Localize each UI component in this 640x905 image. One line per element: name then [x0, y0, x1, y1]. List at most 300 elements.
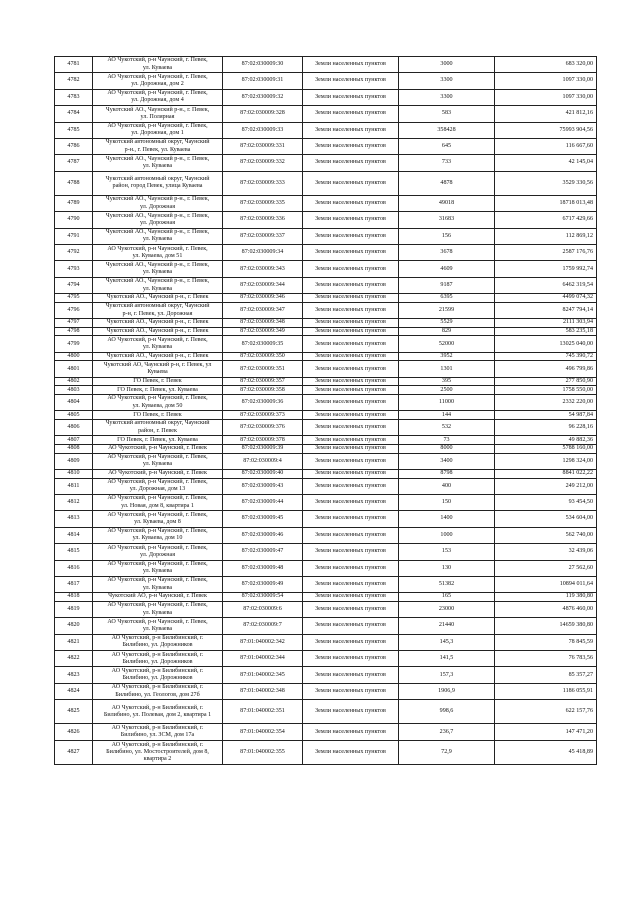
row-number: 4788	[55, 171, 93, 195]
cadastral-value-cell: 534 604,00	[495, 511, 597, 527]
area-cell: 141,5	[399, 651, 495, 667]
table-row	[55, 511, 597, 527]
land-category-cell: Земли населенных пунктов	[303, 478, 399, 494]
cadastral-value-cell: 18718 013,48	[495, 195, 597, 211]
land-category-cell: Земли населенных пунктов	[303, 352, 399, 361]
address-cell: АО Чукотский, р-н Чаунский, г. Певек, ул. Дорожная	[93, 544, 223, 560]
land-category-cell: Земли населенных пунктов	[303, 122, 399, 138]
area-cell: 3952	[399, 352, 495, 361]
address-cell: Чукотский автономный округ, Чаунский р-н., г. Певек, ул. Куваева	[93, 138, 223, 154]
cadastral-number-cell: 87:02:030009:333	[223, 171, 303, 195]
table-body	[55, 57, 597, 765]
land-category-cell: Земли населенных пунктов	[303, 106, 399, 122]
address-cell: Чукотский АО., Чаунский р-н., г. Певек	[93, 294, 223, 303]
table-row	[55, 544, 597, 560]
address-cell: АО Чукотский, р-н Чаунский, г. Певек, ул. Куваева, дом 10	[93, 527, 223, 543]
area-cell: 9187	[399, 277, 495, 293]
cadastral-value-cell: 96 228,16	[495, 419, 597, 435]
row-number: 4808	[55, 444, 93, 453]
table-row	[55, 395, 597, 411]
cadastral-number-cell: 87:02:030009:39	[223, 444, 303, 453]
cadastral-value-cell: 10894 011,64	[495, 576, 597, 592]
land-category-cell: Земли населенных пунктов	[303, 724, 399, 740]
cadastral-number-cell: 87:02:030009:378	[223, 436, 303, 445]
table-row	[55, 419, 597, 435]
row-number: 4792	[55, 245, 93, 261]
row-number: 4818	[55, 593, 93, 602]
row-number: 4784	[55, 106, 93, 122]
cadastral-value-cell: 75993 904,56	[495, 122, 597, 138]
row-number: 4803	[55, 386, 93, 395]
area-cell: 5529	[399, 319, 495, 328]
table-row	[55, 195, 597, 211]
cadastral-value-cell: 4876 460,00	[495, 601, 597, 617]
table-row	[55, 212, 597, 228]
row-number: 4826	[55, 724, 93, 740]
row-number: 4798	[55, 327, 93, 336]
cadastral-value-cell: 27 562,60	[495, 560, 597, 576]
land-category-cell: Земли населенных пунктов	[303, 361, 399, 377]
address-cell: АО Чукотский, р-н Билибинский, г. Билибино, ул. Дорожников	[93, 634, 223, 650]
address-cell: Чукотский АО., Чаунский р-н., г. Певек, ул. Куваева	[93, 277, 223, 293]
cadastral-number-cell: 87:02:030009:343	[223, 261, 303, 277]
address-cell: АО Чукотский, р-н Чаунский, г. Певек, ул. Куваева	[93, 560, 223, 576]
row-number: 4820	[55, 618, 93, 634]
area-cell: 4609	[399, 261, 495, 277]
cadastral-number-cell: 87:02:030009:350	[223, 352, 303, 361]
area-cell: 583	[399, 106, 495, 122]
address-cell: АО Чукотский, р-н Чаунский, г. Певек, ул. Куваева, дом 51	[93, 245, 223, 261]
row-number: 4787	[55, 155, 93, 171]
cadastral-value-cell: 5788 160,00	[495, 444, 597, 453]
land-category-cell: Земли населенных пунктов	[303, 436, 399, 445]
row-number: 4799	[55, 336, 93, 352]
cadastral-value-cell: 1097 330,00	[495, 89, 597, 105]
cadastral-value-cell: 8247 794,14	[495, 302, 597, 318]
cadastral-value-cell: 4499 074,32	[495, 294, 597, 303]
land-category-cell: Земли населенных пунктов	[303, 395, 399, 411]
cadastral-number-cell: 87:01:040002:348	[223, 683, 303, 699]
table-row	[55, 700, 597, 724]
table-row	[55, 294, 597, 303]
land-category-cell: Земли населенных пунктов	[303, 261, 399, 277]
area-cell: 1906,9	[399, 683, 495, 699]
cadastral-value-cell: 3529 330,56	[495, 171, 597, 195]
cadastral-value-cell: 45 418,89	[495, 740, 597, 764]
row-number: 4793	[55, 261, 93, 277]
cadastral-number-cell: 87:01:040002:344	[223, 651, 303, 667]
table-row	[55, 89, 597, 105]
area-cell: 73	[399, 436, 495, 445]
land-category-cell: Земли населенных пунктов	[303, 700, 399, 724]
area-cell: 3400	[399, 453, 495, 469]
table-row	[55, 122, 597, 138]
area-cell: 3300	[399, 73, 495, 89]
land-category-cell: Земли населенных пунктов	[303, 411, 399, 420]
area-cell: 144	[399, 411, 495, 420]
address-cell: АО Чукотский, р-н Билибинский, г. Билибино, ул. ЗСМ, дом 17а	[93, 724, 223, 740]
table-row	[55, 73, 597, 89]
cadastral-value-cell: 6717 429,66	[495, 212, 597, 228]
address-cell: Чукотский автономный округ, Чаунский р-н, г. Певек, ул. Дорожная	[93, 302, 223, 318]
cadastral-number-cell: 87:02:030009:34	[223, 245, 303, 261]
cadastral-number-cell: 87:02:030009:45	[223, 511, 303, 527]
cadastral-value-cell: 683 320,00	[495, 57, 597, 73]
area-cell: 6395	[399, 294, 495, 303]
cadastral-value-cell: 14659 380,80	[495, 618, 597, 634]
table-row	[55, 261, 597, 277]
area-cell: 8000	[399, 444, 495, 453]
cadastral-number-cell: 87:01:040002:351	[223, 700, 303, 724]
row-number: 4823	[55, 667, 93, 683]
area-cell: 532	[399, 419, 495, 435]
land-category-cell: Земли населенных пунктов	[303, 138, 399, 154]
area-cell: 153	[399, 544, 495, 560]
cadastral-number-cell: 87:01:040002:345	[223, 667, 303, 683]
row-number: 4822	[55, 651, 93, 667]
cadastral-value-cell: 78 845,59	[495, 634, 597, 650]
table-row	[55, 228, 597, 244]
area-cell: 72,9	[399, 740, 495, 764]
land-category-cell: Земли населенных пунктов	[303, 89, 399, 105]
cadastral-value-cell: 2111 303,94	[495, 319, 597, 328]
land-category-cell: Земли населенных пунктов	[303, 386, 399, 395]
table-row	[55, 494, 597, 510]
address-cell: АО Чукотский, р-н Чаунский, г. Певек	[93, 469, 223, 478]
address-cell: Чукотский АО., Чаунский р-н., г. Певек, ул. Полярная	[93, 106, 223, 122]
area-cell: 2500	[399, 386, 495, 395]
land-category-cell: Земли населенных пунктов	[303, 419, 399, 435]
area-cell: 400	[399, 478, 495, 494]
row-number: 4790	[55, 212, 93, 228]
address-cell: АО Чукотский, р-н Чаунский, г. Певек, ул. Новая, дом 8, квартира 1	[93, 494, 223, 510]
row-number: 4824	[55, 683, 93, 699]
row-number: 4800	[55, 352, 93, 361]
cadastral-value-cell: 2332 220,00	[495, 395, 597, 411]
address-cell: АО Чукотский, р-н Билибинский, г. Билибино, ул. Дорожников	[93, 667, 223, 683]
cadastral-value-cell: 249 212,00	[495, 478, 597, 494]
row-number: 4791	[55, 228, 93, 244]
address-cell: АО Чукотский, р-н Чаунский, г. Певек, ул. Куваева	[93, 618, 223, 634]
address-cell: АО Чукотский, р-н Билибинский, г. Билибино, ул. Дорожников	[93, 651, 223, 667]
area-cell: 1000	[399, 527, 495, 543]
row-number: 4821	[55, 634, 93, 650]
table-row	[55, 411, 597, 420]
area-cell: 3000	[399, 57, 495, 73]
land-category-cell: Земли населенных пунктов	[303, 294, 399, 303]
area-cell: 1301	[399, 361, 495, 377]
land-category-cell: Земли населенных пунктов	[303, 453, 399, 469]
row-number: 4812	[55, 494, 93, 510]
cadastral-number-cell: 87:02:030009:328	[223, 106, 303, 122]
table-row	[55, 618, 597, 634]
area-cell: 829	[399, 327, 495, 336]
row-number: 4782	[55, 73, 93, 89]
table-row	[55, 436, 597, 445]
cadastral-value-cell: 1097 330,00	[495, 73, 597, 89]
cadastral-value-cell: 1298 324,00	[495, 453, 597, 469]
address-cell: Чукотский АО., Чаунский р-н., г. Певек	[93, 319, 223, 328]
cadastral-number-cell: 87:02:030009:351	[223, 361, 303, 377]
cadastral-value-cell: 496 799,86	[495, 361, 597, 377]
row-number: 4785	[55, 122, 93, 138]
row-number: 4816	[55, 560, 93, 576]
address-cell: АО Чукотский, р-н Билибинский, г. Билибино, ул. Полевая, дом 2, квартира 1	[93, 700, 223, 724]
address-cell: АО Чукотский, р-н Чаунский, г. Певек, ул. Куваева	[93, 601, 223, 617]
cadastral-number-cell: 87:02:030009:6	[223, 601, 303, 617]
cadastral-number-cell: 87:02:030009:47	[223, 544, 303, 560]
address-cell: АО Чукотский, р-н Чаунский, г. Певек, ул. Дорожная, дом 4	[93, 89, 223, 105]
cadastral-number-cell: 87:02:030009:336	[223, 212, 303, 228]
land-category-cell: Земли населенных пунктов	[303, 593, 399, 602]
cadastral-value-cell: 277 850,90	[495, 377, 597, 386]
cadastral-value-cell: 116 667,60	[495, 138, 597, 154]
cadastral-number-cell: 87:02:030009:48	[223, 560, 303, 576]
cadastral-number-cell: 87:02:030009:349	[223, 327, 303, 336]
land-category-cell: Земли населенных пунктов	[303, 336, 399, 352]
table-row	[55, 560, 597, 576]
cadastral-number-cell: 87:02:030009:357	[223, 377, 303, 386]
cadastral-number-cell: 87:02:030009:337	[223, 228, 303, 244]
land-category-cell: Земли населенных пунктов	[303, 444, 399, 453]
table-row	[55, 377, 597, 386]
table-row	[55, 155, 597, 171]
table-row	[55, 601, 597, 617]
cadastral-value-cell: 2587 176,76	[495, 245, 597, 261]
area-cell: 733	[399, 155, 495, 171]
row-number: 4819	[55, 601, 93, 617]
cadastral-number-cell: 87:02:030009:44	[223, 494, 303, 510]
address-cell: АО Чукотский, р-н Билибинский, г. Билибино, ул. Мостостроителей, дом 8, квартира 2	[93, 740, 223, 764]
land-category-cell: Земли населенных пунктов	[303, 212, 399, 228]
cadastral-number-cell: 87:02:030009:347	[223, 302, 303, 318]
land-category-cell: Земли населенных пунктов	[303, 73, 399, 89]
address-cell: АО Чукотский, р-н Чаунский, г. Певек, ул. Куваева, дом 8	[93, 511, 223, 527]
cadastral-number-cell: 87:02:030009:376	[223, 419, 303, 435]
address-cell: Чукотский АО., Чаунский р-н., г. Певек, ул. Куваева	[93, 228, 223, 244]
cadastral-value-cell: 562 740,00	[495, 527, 597, 543]
land-category-cell: Земли населенных пунктов	[303, 544, 399, 560]
address-cell: Чукотский автономный округ, Чаунский район, г. Певек	[93, 419, 223, 435]
land-category-cell: Земли населенных пунктов	[303, 618, 399, 634]
cadastral-number-cell: 87:02:030009:4	[223, 453, 303, 469]
land-category-cell: Земли населенных пунктов	[303, 302, 399, 318]
row-number: 4801	[55, 361, 93, 377]
area-cell: 49018	[399, 195, 495, 211]
cadastral-value-cell: 1186 055,91	[495, 683, 597, 699]
address-cell: Чукотский АО., Чаунский р-н., г. Певек, ул. Куваева	[93, 155, 223, 171]
table-row	[55, 336, 597, 352]
table-row	[55, 724, 597, 740]
cadastral-value-cell: 745 390,72	[495, 352, 597, 361]
cadastral-value-cell: 54 987,84	[495, 411, 597, 420]
address-cell: ГО Певек, г. Певек, ул. Куваева	[93, 386, 223, 395]
area-cell: 51382	[399, 576, 495, 592]
land-category-cell: Земли населенных пунктов	[303, 469, 399, 478]
cadastral-value-cell: 112 869,12	[495, 228, 597, 244]
table-row	[55, 57, 597, 73]
cadastral-number-cell: 87:02:030009:31	[223, 73, 303, 89]
area-cell: 156	[399, 228, 495, 244]
table-row	[55, 106, 597, 122]
area-cell: 52000	[399, 336, 495, 352]
row-number: 4781	[55, 57, 93, 73]
cadastral-value-cell: 6462 319,54	[495, 277, 597, 293]
table-row	[55, 302, 597, 318]
area-cell: 1400	[399, 511, 495, 527]
area-cell: 11000	[399, 395, 495, 411]
row-number: 4807	[55, 436, 93, 445]
cadastral-number-cell: 87:02:030009:344	[223, 277, 303, 293]
area-cell: 21599	[399, 302, 495, 318]
row-number: 4789	[55, 195, 93, 211]
address-cell: АО Чукотский, р-н Билибинский, г. Билибино, ул. Геологов, дом 27б	[93, 683, 223, 699]
land-category-cell: Земли населенных пунктов	[303, 195, 399, 211]
row-number: 4825	[55, 700, 93, 724]
address-cell: АО Чукотский, р-н Чаунский, г. Певек, ул. Дорожная, дом 1	[93, 122, 223, 138]
area-cell: 645	[399, 138, 495, 154]
row-number: 4815	[55, 544, 93, 560]
address-cell: АО Чукотский, р-н Чаунский, г. Певек, ул. Куваева, дом 50	[93, 395, 223, 411]
address-cell: Чукотский АО., Чаунский р-н., г. Певек, ул. Куваева	[93, 261, 223, 277]
table-row	[55, 361, 597, 377]
row-number: 4804	[55, 395, 93, 411]
land-category-cell: Земли населенных пунктов	[303, 683, 399, 699]
cadastral-number-cell: 87:02:030009:43	[223, 478, 303, 494]
cadastral-value-cell: 583 235,18	[495, 327, 597, 336]
cadastral-number-cell: 87:02:030009:40	[223, 469, 303, 478]
cadastral-value-cell: 32 439,06	[495, 544, 597, 560]
cadastral-value-cell: 1758 550,00	[495, 386, 597, 395]
table-row	[55, 651, 597, 667]
cadastral-number-cell: 87:02:030009:7	[223, 618, 303, 634]
table-row	[55, 634, 597, 650]
cadastral-number-cell: 87:02:030009:331	[223, 138, 303, 154]
address-cell: Чукотский АО., Чаунский р-н., г. Певек	[93, 352, 223, 361]
address-cell: ГО Певек, г. Певек, ул. Куваева	[93, 436, 223, 445]
area-cell: 21440	[399, 618, 495, 634]
cadastral-number-cell: 87:01:040002:354	[223, 724, 303, 740]
cadastral-value-cell: 147 471,20	[495, 724, 597, 740]
area-cell: 23000	[399, 601, 495, 617]
row-number: 4802	[55, 377, 93, 386]
table-row	[55, 667, 597, 683]
address-cell: Чукотский АО, Чаунский р-н, г. Певек, ул Куваева	[93, 361, 223, 377]
table-row	[55, 245, 597, 261]
address-cell: АО Чукотский, р-н Чаунский, г. Певек, ул. Дорожная, дом 2	[93, 73, 223, 89]
registry-sheet	[54, 56, 596, 765]
cadastral-number-cell: 87:02:030009:49	[223, 576, 303, 592]
land-plots-table	[54, 56, 597, 765]
land-category-cell: Земли населенных пунктов	[303, 228, 399, 244]
row-number: 4783	[55, 89, 93, 105]
row-number: 4817	[55, 576, 93, 592]
area-cell: 3300	[399, 89, 495, 105]
land-category-cell: Земли населенных пунктов	[303, 494, 399, 510]
cadastral-number-cell: 87:02:030009:346	[223, 294, 303, 303]
table-row	[55, 740, 597, 764]
table-row	[55, 138, 597, 154]
land-category-cell: Земли населенных пунктов	[303, 560, 399, 576]
area-cell: 130	[399, 560, 495, 576]
row-number: 4805	[55, 411, 93, 420]
address-cell: ГО Певек, г. Певек	[93, 377, 223, 386]
address-cell: АО Чукотский, р-н Чаунский, г. Певек, ул. Куваева	[93, 576, 223, 592]
cadastral-number-cell: 87:02:030009:335	[223, 195, 303, 211]
cadastral-value-cell: 421 812,16	[495, 106, 597, 122]
cadastral-value-cell: 622 157,76	[495, 700, 597, 724]
land-category-cell: Земли населенных пунктов	[303, 277, 399, 293]
table-row	[55, 527, 597, 543]
table-row	[55, 453, 597, 469]
table-row	[55, 386, 597, 395]
cadastral-value-cell: 119 380,80	[495, 593, 597, 602]
land-category-cell: Земли населенных пунктов	[303, 327, 399, 336]
land-category-cell: Земли населенных пунктов	[303, 651, 399, 667]
address-cell: Чукотский АО, р-н Чаунский, г. Певек	[93, 593, 223, 602]
row-number: 4810	[55, 469, 93, 478]
area-cell: 3678	[399, 245, 495, 261]
land-category-cell: Земли населенных пунктов	[303, 155, 399, 171]
area-cell: 145,3	[399, 634, 495, 650]
address-cell: Чукотский автономный округ, Чаунский район, город Певек, улица Куваева	[93, 171, 223, 195]
table-row	[55, 171, 597, 195]
cadastral-value-cell: 1759 992,74	[495, 261, 597, 277]
area-cell: 150	[399, 494, 495, 510]
cadastral-number-cell: 87:02:030009:54	[223, 593, 303, 602]
area-cell: 395	[399, 377, 495, 386]
land-category-cell: Земли населенных пунктов	[303, 511, 399, 527]
row-number: 4794	[55, 277, 93, 293]
row-number: 4811	[55, 478, 93, 494]
cadastral-value-cell: 85 357,27	[495, 667, 597, 683]
row-number: 4786	[55, 138, 93, 154]
land-category-cell: Земли населенных пунктов	[303, 171, 399, 195]
table-row	[55, 319, 597, 328]
cadastral-number-cell: 87:02:030009:348	[223, 319, 303, 328]
address-cell: АО Чукотский, р-н Чаунский, г. Певек, ул. Дорожная, дом 13	[93, 478, 223, 494]
address-cell: ГО Певек, г. Певек	[93, 411, 223, 420]
cadastral-value-cell: 49 882,36	[495, 436, 597, 445]
land-category-cell: Земли населенных пунктов	[303, 527, 399, 543]
row-number: 4813	[55, 511, 93, 527]
address-cell: Чукотский АО., Чаунский р-н., г. Певек, ул. Дорожная	[93, 212, 223, 228]
land-category-cell: Земли населенных пунктов	[303, 601, 399, 617]
area-cell: 157,3	[399, 667, 495, 683]
table-row	[55, 478, 597, 494]
land-category-cell: Земли населенных пунктов	[303, 57, 399, 73]
table-row	[55, 593, 597, 602]
table-row	[55, 576, 597, 592]
land-category-cell: Земли населенных пунктов	[303, 377, 399, 386]
table-row	[55, 683, 597, 699]
cadastral-number-cell: 87:02:030009:36	[223, 395, 303, 411]
table-row	[55, 327, 597, 336]
address-cell: АО Чукотский, р-н Чаунский, г. Певек	[93, 444, 223, 453]
cadastral-number-cell: 87:02:030009:35	[223, 336, 303, 352]
cadastral-number-cell: 87:02:030009:373	[223, 411, 303, 420]
row-number: 4796	[55, 302, 93, 318]
table-row	[55, 444, 597, 453]
land-category-cell: Земли населенных пунктов	[303, 319, 399, 328]
address-cell: АО Чукотский, р-н Чаунский, г. Певек, ул. Куваева	[93, 336, 223, 352]
cadastral-number-cell: 87:02:030009:358	[223, 386, 303, 395]
cadastral-number-cell: 87:01:040002:355	[223, 740, 303, 764]
table-row	[55, 277, 597, 293]
cadastral-number-cell: 87:02:030009:332	[223, 155, 303, 171]
cadastral-value-cell: 13025 040,00	[495, 336, 597, 352]
address-cell: АО Чукотский, р-н Чаунский, г. Певек, ул. Куваева	[93, 453, 223, 469]
